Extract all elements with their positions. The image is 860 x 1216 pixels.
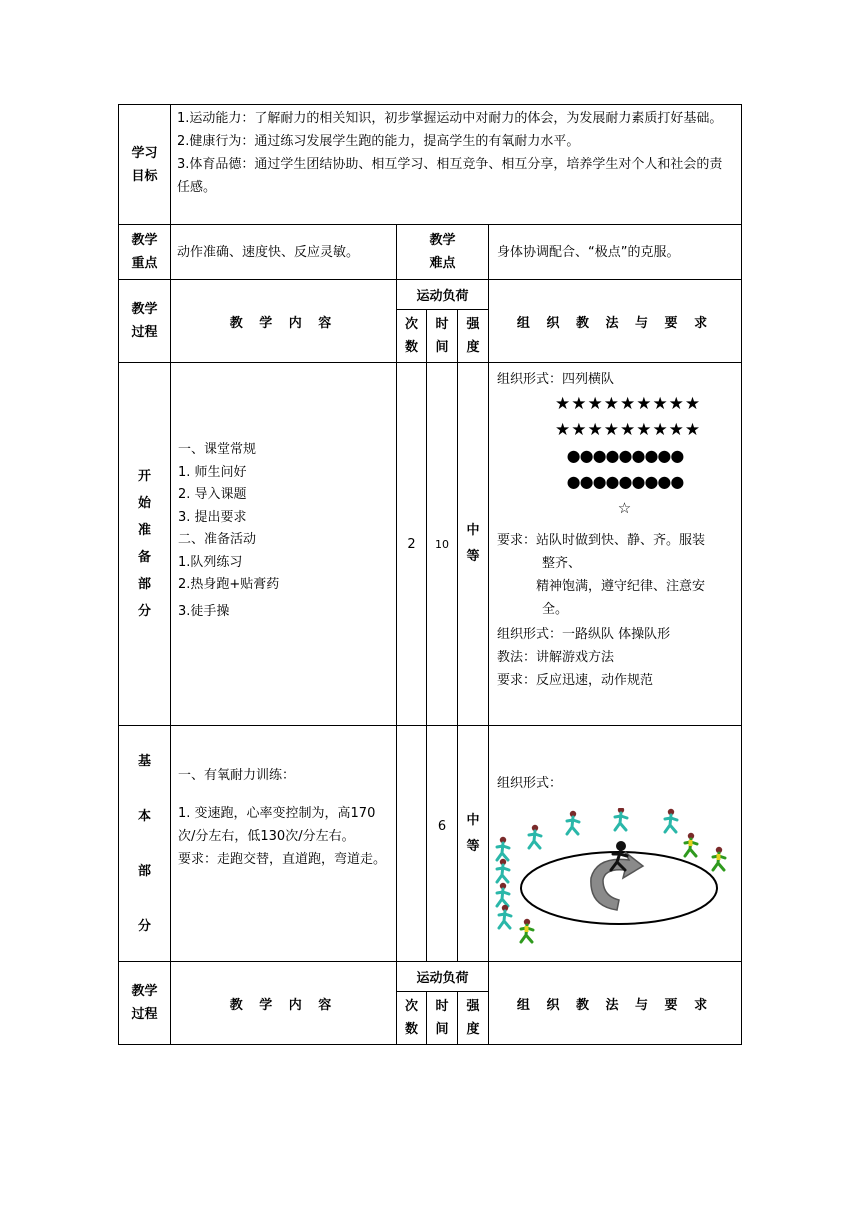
process-label-cell-2 <box>118 961 171 1045</box>
running-track-illustration <box>493 808 735 944</box>
student-row-dots: ●●●●●●●●● <box>566 446 684 465</box>
time-header-cell <box>426 309 458 363</box>
main-heading: 一、有氧耐力训练： <box>178 768 296 783</box>
count-header-cell <box>396 309 427 363</box>
main-count-cell <box>396 725 427 962</box>
content-header-cell <box>170 279 397 363</box>
main-section-label: 基本部分 <box>137 753 151 934</box>
student-row-dots: ●●●●●●●●● <box>566 472 684 491</box>
count-header: 次数 <box>404 999 418 1037</box>
content-header: 教 学 内 容 <box>229 997 338 1013</box>
main-requirement: 要求：走跑交替，直道跑，弯道走。 <box>178 852 387 867</box>
warmup-section-cell <box>118 362 171 726</box>
main-time-cell <box>426 725 458 962</box>
runner-icon <box>567 811 579 834</box>
main-intensity-cell <box>457 725 489 962</box>
content-line: 2. 导入课题 <box>178 487 247 502</box>
time-header: 时间 <box>435 999 449 1037</box>
runner-icon <box>685 833 697 856</box>
process-label-cell <box>118 279 171 363</box>
main-time: 6 <box>437 819 447 834</box>
difficulty-label: 教学难点 <box>429 233 456 271</box>
runner-icon <box>615 808 627 830</box>
intensity-header-cell-2 <box>457 991 489 1045</box>
content-line: 3. 提出要求 <box>178 509 247 525</box>
intensity-header-cell <box>457 309 489 363</box>
warmup-content-cell <box>170 362 397 726</box>
warmup-intensity: 中等 <box>466 523 480 564</box>
load-header-cell <box>396 279 489 310</box>
runner-icon <box>497 883 509 906</box>
content-header-cell-2 <box>170 961 397 1045</box>
process-label: 教学过程 <box>131 984 158 1022</box>
main-item: 1. 变速跑，心率变控制为，高170次/分左右，低130次/分左右。 <box>178 806 376 844</box>
main-intensity: 中等 <box>466 812 480 854</box>
student-row-stars: ★★★★★★★★★ <box>555 420 702 440</box>
runner-icon <box>713 847 725 870</box>
warmup-count: 2 <box>407 536 416 552</box>
formation-title: 组织形式：四列横队 <box>497 372 615 387</box>
content-line: 二、准备活动 <box>178 532 257 547</box>
warmup-time: 10 <box>435 537 449 551</box>
key-content-cell <box>170 224 397 280</box>
formation-diagram <box>555 391 702 521</box>
process-label: 教学过程 <box>131 302 158 340</box>
method-line: 教法：讲解游戏方法 <box>497 650 615 665</box>
content-line: 1. 师生问好 <box>178 464 247 480</box>
objectives-label-cell <box>118 104 171 225</box>
difficulty-label-cell <box>396 224 489 280</box>
key-label: 教学重点 <box>131 233 158 271</box>
requirement-line: 全。 <box>542 602 569 617</box>
objective-item: 2.健康行为：通过练习发展学生跑的能力，提高学生的有氧耐力水平。 <box>177 134 580 149</box>
intensity-header: 强度 <box>466 999 480 1037</box>
runner-icon <box>521 919 533 942</box>
main-formation-title: 组织形式： <box>497 776 563 791</box>
warmup-method-cell <box>488 362 742 726</box>
lesson-plan-table <box>118 104 742 1045</box>
content-line: 2.热身跑+贴膏药 <box>178 577 280 592</box>
content-line: 3.徒手操 <box>178 603 230 619</box>
objectives-label: 学习目标 <box>131 145 158 184</box>
warmup-count-cell <box>396 362 427 726</box>
load-header: 运动负荷 <box>416 971 469 986</box>
count-header: 次数 <box>404 317 418 355</box>
runner-icon <box>497 837 509 860</box>
intensity-header: 强度 <box>466 317 480 355</box>
time-header: 时间 <box>435 317 449 355</box>
load-header-cell-2 <box>396 961 489 992</box>
runner-icon <box>499 905 511 928</box>
load-header: 运动负荷 <box>416 289 469 304</box>
content-header: 教 学 内 容 <box>229 315 338 331</box>
objective-item: 3.体育品德：通过学生团结协助、相互学习、相互竞争、相互分享，培养学生对个人和社会的责任感。 <box>177 157 723 195</box>
runner-icon <box>665 809 677 832</box>
method-header: 组 织 教 法 与 要 求 <box>516 997 714 1013</box>
requirement-line: 整齐、 <box>542 556 582 571</box>
requirement-line: 精神饱满，遵守纪律、注意安 <box>536 579 706 594</box>
method-header-cell <box>488 279 742 363</box>
warmup-intensity-cell <box>457 362 489 726</box>
objectives-content-cell <box>170 104 742 225</box>
main-method-cell <box>488 725 742 962</box>
method-header-cell-2 <box>488 961 742 1045</box>
runner-icon <box>529 825 541 848</box>
time-header-cell-2 <box>426 991 458 1045</box>
runner-icon <box>497 859 509 882</box>
formation-line: 组织形式：一路纵队 体操队形 <box>497 627 671 642</box>
student-row-stars: ★★★★★★★★★ <box>555 394 702 414</box>
method-header: 组 织 教 法 与 要 求 <box>516 315 714 331</box>
content-line: 一、课堂常规 <box>178 442 257 457</box>
key-label-cell <box>118 224 171 280</box>
content-line: 1.队列练习 <box>178 554 243 570</box>
difficulty-text: 身体协调配合、“极点”的克服。 <box>497 244 680 260</box>
requirement-line: 要求：反应迅速，动作规范 <box>497 673 654 688</box>
difficulty-content-cell <box>488 224 742 280</box>
requirement-line: 要求：站队时做到快、静、齐。服装 <box>497 533 706 548</box>
main-section-cell <box>118 725 171 962</box>
main-content-cell <box>170 725 397 962</box>
count-header-cell-2 <box>396 991 427 1045</box>
warmup-section-label: 开始准备部分 <box>137 469 151 619</box>
key-text: 动作准确、速度快、反应灵敏。 <box>177 244 360 260</box>
teacher-icon: ☆ <box>617 499 633 517</box>
objective-item: 1.运动能力：了解耐力的相关知识，初步掌握运动中对耐力的体会，为发展耐力素质打好基础。 <box>177 111 723 126</box>
warmup-time-cell <box>426 362 458 726</box>
